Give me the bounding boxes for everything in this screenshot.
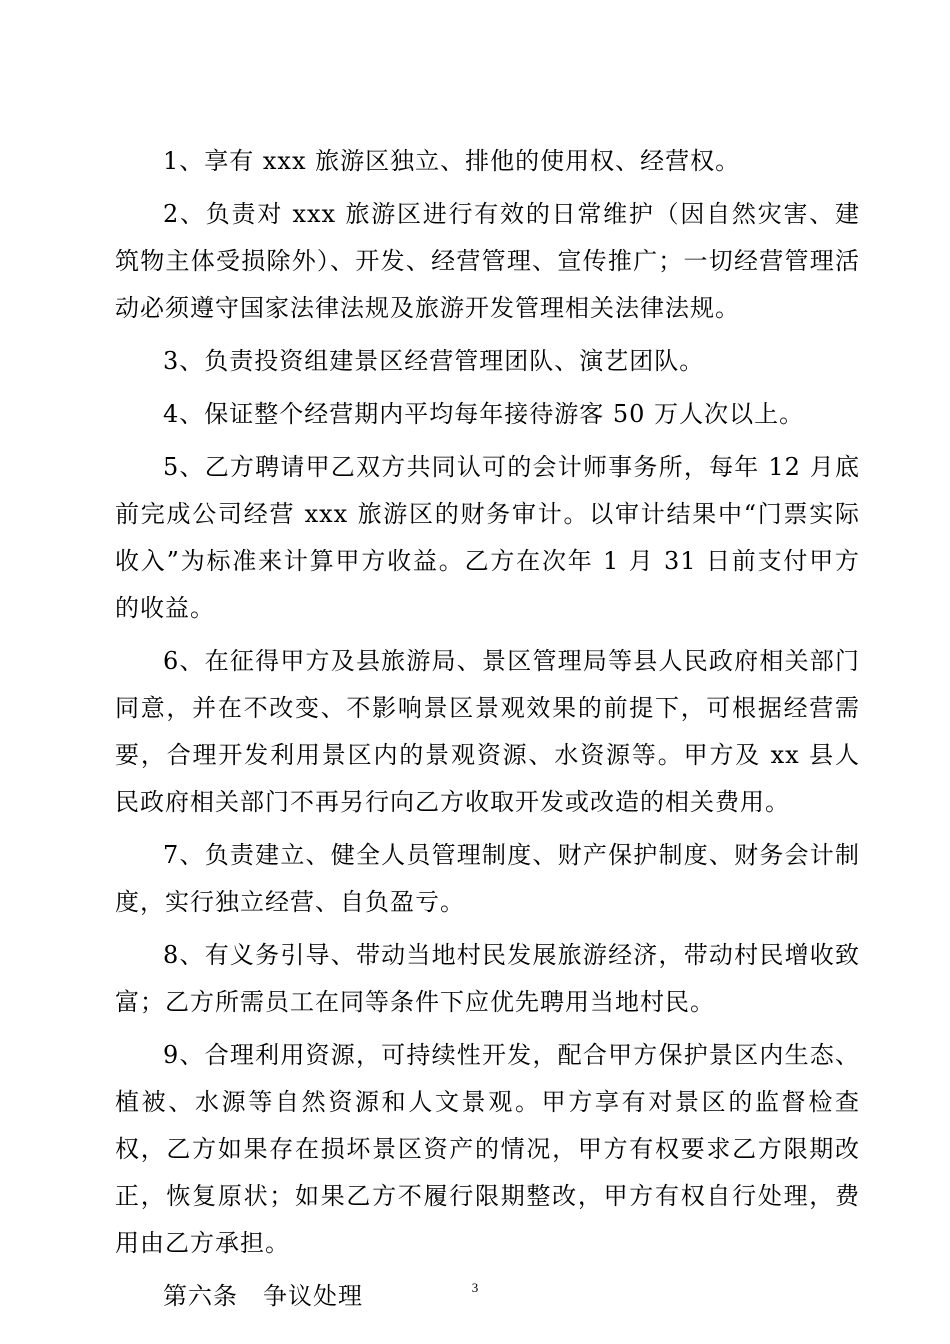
clause-6: 6、在征得甲方及县旅游局、景区管理局等县人民政府相关部门同意，并在不改变、不影响景区景观效果的前提下，可根据经营需要，合理开发利用景区内的景观资源、水资源等。甲方及 xx 县人民政府相关部门不再另行向乙方收取开发或改造的相关费用。 <box>115 647 860 816</box>
clause-5: 5、乙方聘请甲乙双方共同认可的会计师事务所，每年 12 月底前完成公司经营 xxx 旅游区的财务审计。以审计结果中“门票实际收入”为标准来计算甲方收益。乙方在次年 1 月 31 日前支付甲方的收益。 <box>115 453 860 622</box>
clause-8: 8、有义务引导、带动当地村民发展旅游经济，带动村民增收致富；乙方所需员工在同等条件下应优先聘用当地村民。 <box>115 941 860 1016</box>
clause-2: 2、负责对 xxx 旅游区进行有效的日常维护（因自然灾害、建筑物主体受损除外）、开发、经营管理、宣传推广；一切经营管理活动必须遵守国家法律法规及旅游开发管理相关法律法规。 <box>115 200 860 322</box>
page-number: 3 <box>471 1280 479 1295</box>
clause-4: 4、保证整个经营期内平均每年接待游客 50 万人次以上。 <box>163 400 805 428</box>
clause-9: 9、合理利用资源，可持续性开发，配合甲方保护景区内生态、植被、水源等自然资源和人文景观。甲方享有对景区的监督检查权，乙方如果存在损坏景区资产的情况，甲方有权要求乙方限期改正，恢复原状；如果乙方不履行限期整改，甲方有权自行处理，费用由乙方承担。 <box>115 1041 860 1257</box>
page-body <box>115 138 860 1320</box>
clause-7: 7、负责建立、健全人员管理制度、财产保护制度、财务会计制度，实行独立经营、自负盈亏。 <box>115 841 860 916</box>
clause-3: 3、负责投资组建景区经营管理团队、演艺团队。 <box>163 347 705 375</box>
clause-1: 1、享有 xxx 旅游区独立、排他的使用权、经营权。 <box>163 147 741 175</box>
section-heading: 第六条 争议处理 <box>163 1282 363 1310</box>
